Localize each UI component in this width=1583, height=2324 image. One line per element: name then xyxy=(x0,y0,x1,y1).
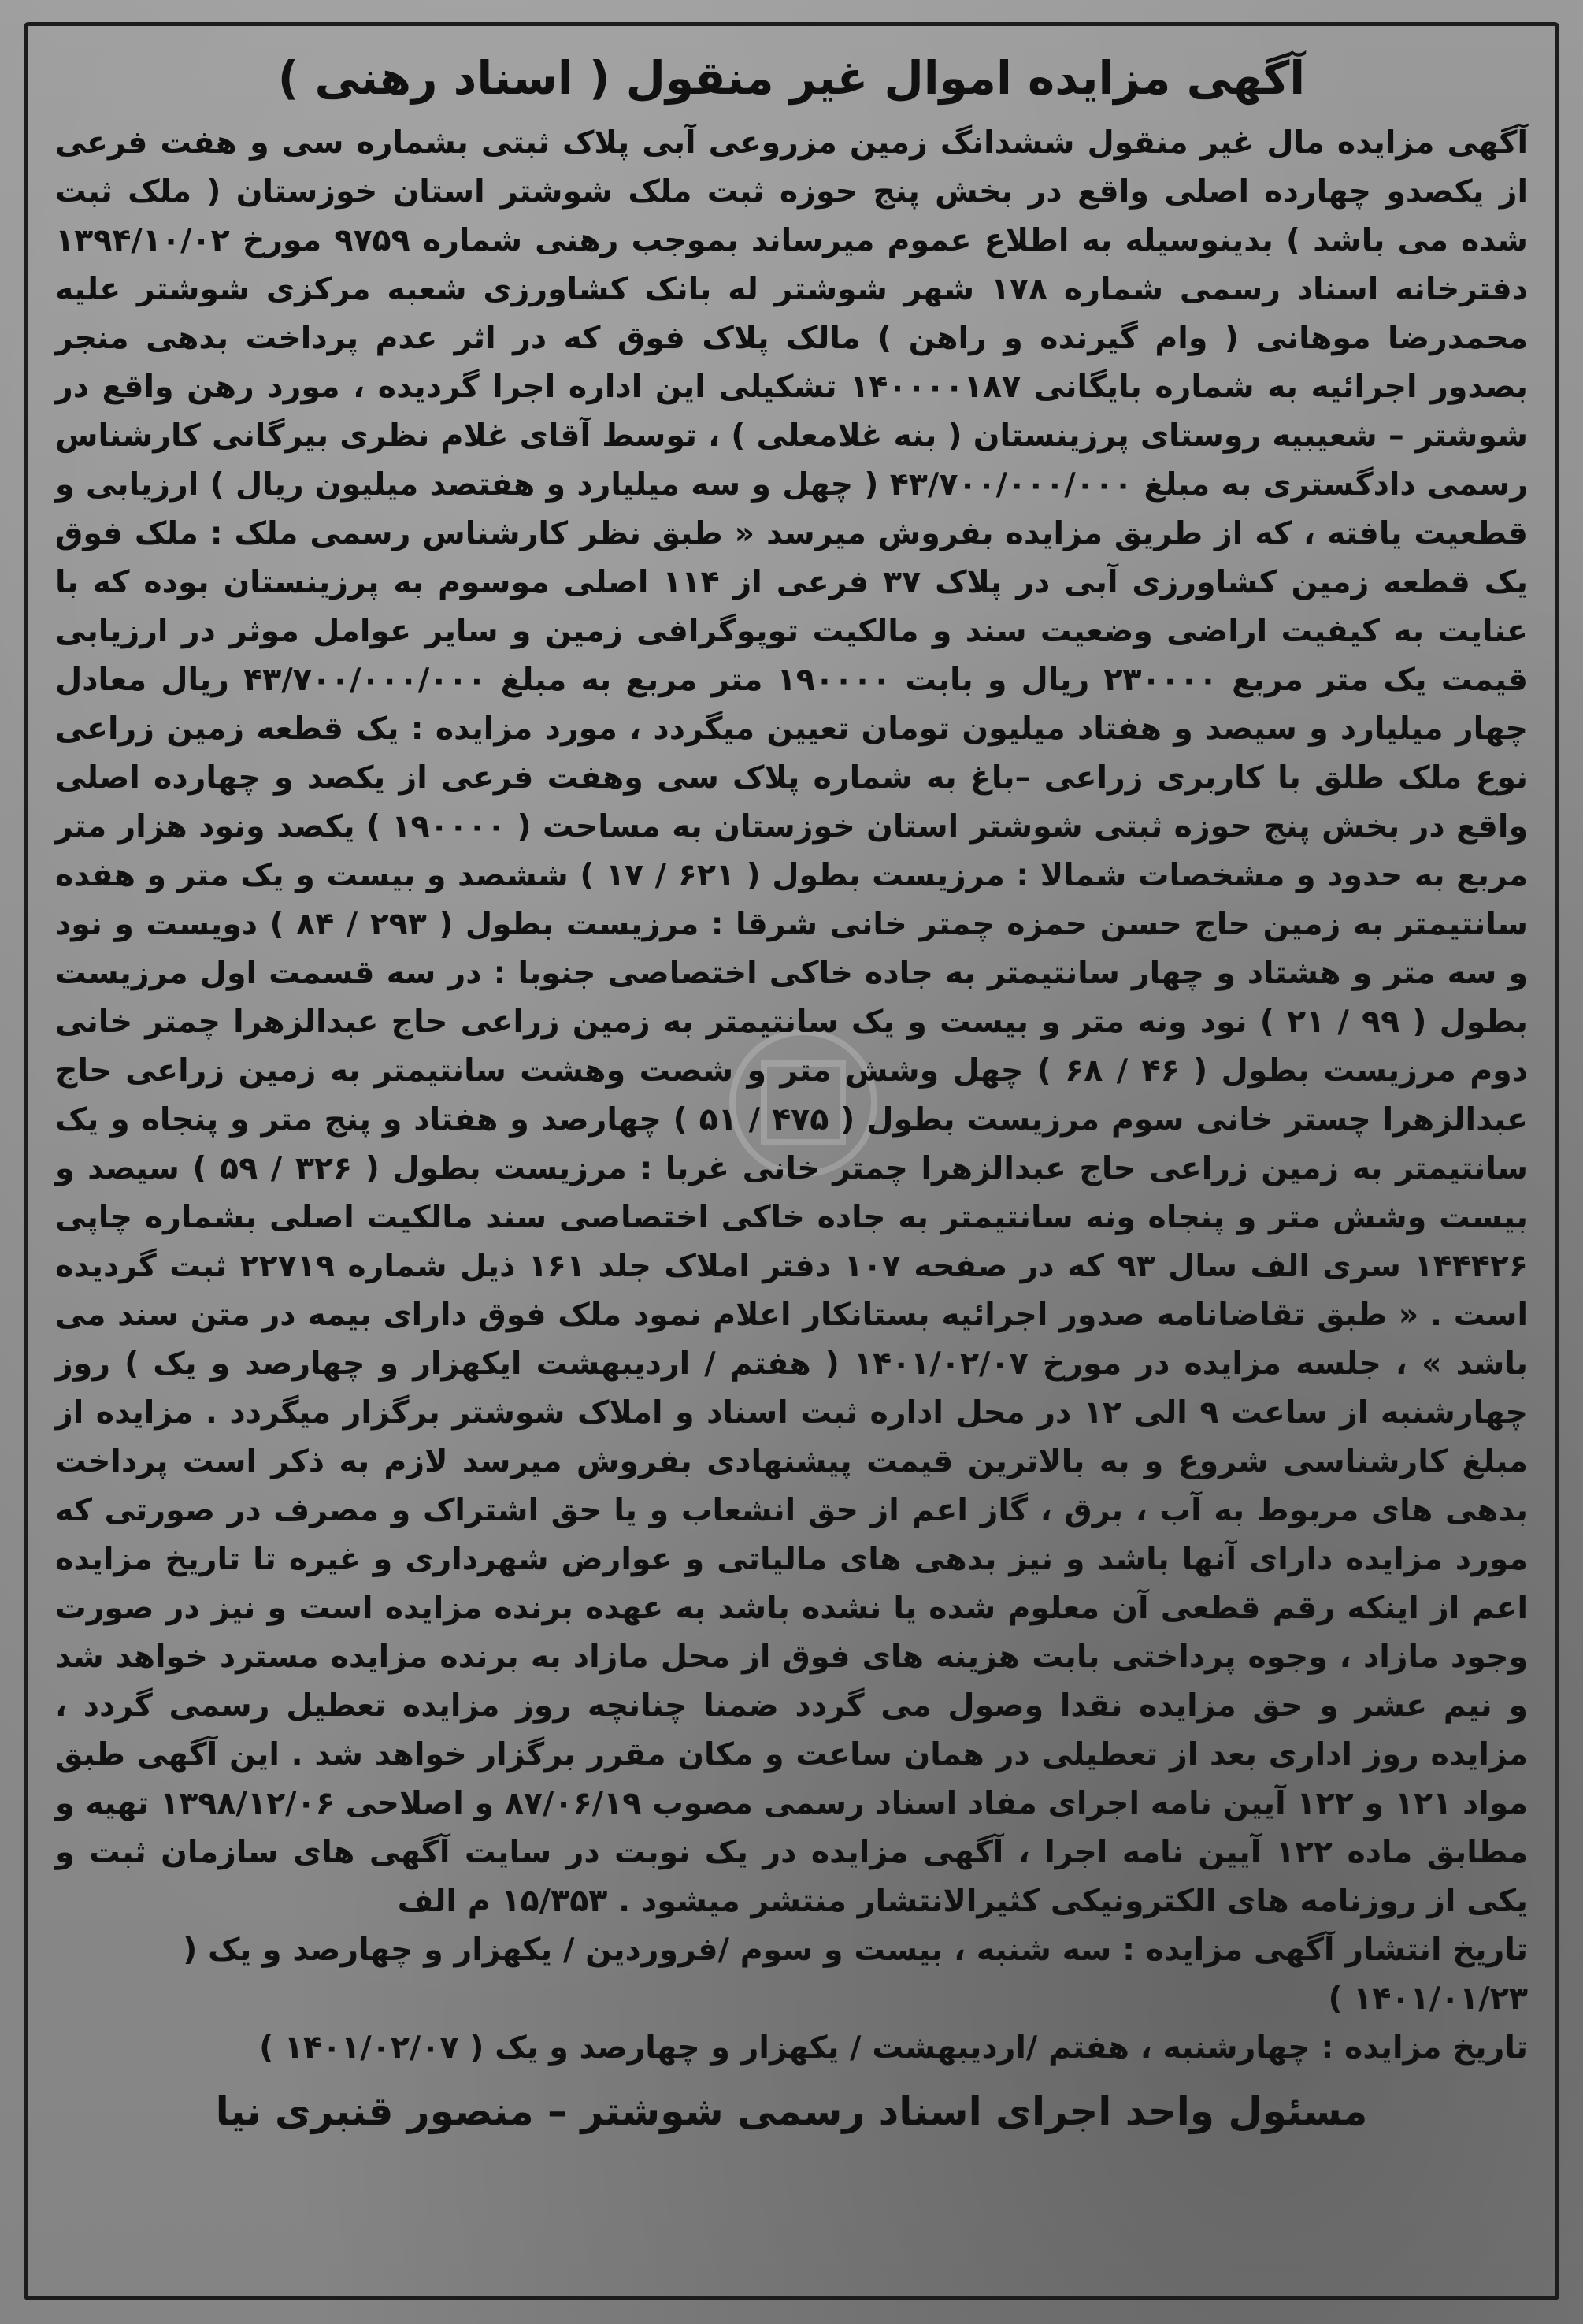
signature-line: مسئول واحد اجرای اسناد رسمی شوشتر – منصور قنبری نیا xyxy=(215,2088,1368,2135)
notice-title: آگهی مزایده اموال غیر منقول ( اسناد رهنی ) xyxy=(277,51,1306,105)
publish-date-line: تاریخ انتشار آگهی مزایده : سه شنبه ، بیست و سوم /فروردین / یکهزار و چهارصد و یک ( ۱۴۰۱/۰۱/۲۳ ) xyxy=(183,1932,1528,2018)
notice-content xyxy=(55,47,1528,2137)
notice-paragraph: آگهی مزایده مال غیر منقول ششدانگ زمین مزروعی آبی پلاک ثبتی بشماره سی و هفت فرعی از یکصدو چهارده اصلی واقع در بخش پنج حوزه ثبت ملک شوشتر استان خوزستان ( ملک ثبت شده می باشد ) بدینوسیله به اطلاع عموم میرساند بموجب رهنی شماره ۹۷۵۹ مورخ ۱۳۹۴/۱۰/۰۲ دفترخانه اسناد رسمی شماره ۱۷۸ شهر شوشتر له بانک کشاورزی شعبه مرکزی شوشتر علیه محمدرضا موهانی ( وام گیرنده و راهن ) مالک پلاک فوق که در اثر عدم پرداخت بدهی منجر بصدور اجرائیه به شماره بایگانی ۱۴۰۰۰۰۱۸۷ تشکیلی این اداره اجرا گردیده ، مورد رهن واقع در شوشتر – شعیبیه روستای پرزینستان ( بنه غلامعلی ) ، توسط آقای غلام نظری بیرگانی کارشناس رسمی دادگستری به مبلغ ۴۳/۷۰۰/۰۰۰/۰۰۰ ( چهل و سه میلیارد و هفتصد میلیون ریال ) ارزیابی و قطعیت یافته ، که از طریق مزایده بفروش میرسد « طبق نظر کارشناس رسمی ملک : ملک فوق یک قطعه زمین کشاورزی آبی در پلاک ۳۷ فرعی از ۱۱۴ اصلی موسوم به پرزینستان بوده که با عنایت به کیفیت اراضی وضعیت سند و مالکیت توپوگرافی زمین و سایر عوامل موثر در ارزیابی قیمت یک متر مربع ۲۳۰۰۰۰ ریال و بابت ۱۹۰۰۰۰ متر مربع به مبلغ ۴۳/۷۰۰/۰۰۰/۰۰۰ ریال معادل چهار میلیارد و سیصد و هفتاد میلیون تومان تعیین میگردد ، مورد مزایده : یک قطعه زمین زراعی نوع ملک طلق با کاربری زراعی –باغ به شماره پلاک سی وهفت فرعی از یکصد و چهارده اصلی واقع در بخش پنج حوزه ثبتی شوشتر استان خوزستان به مساحت ( ۱۹۰۰۰۰ ) یکصد ونود هزار متر مربع به حدود و مشخصات شمالا : مرزیست بطول ( ۶۲۱ / ۱۷ ) ششصد و بیست و یک متر و هفده سانتیمتر به زمین حاج حسن حمزه چمتر خانی شرقا : مرزیست بطول ( ۲۹۳ / ۸۴ ) دویست و نود و سه متر و هشتاد و چهار سانتیمتر به جاده خاکی اختصاصی جنوبا : در سه قسمت اول مرزیست بطول ( ۹۹ / ۲۱ ) نود ونه متر و بیست و یک سانتیمتر به زمین زراعی حاج عبدالزهرا چمتر خانی دوم مرزیست بطول ( ۴۶ / ۶۸ ) چهل وشش متر و شصت وهشت سانتیمتر به زمین زراعی حاج عبدالزهرا چستر خانی سوم مرزیست بطول ( ۴۷۵ / ۵۱ ) چهارصد و هفتاد و پنج متر و پنجاه و یک سانتیمتر به زمین زراعی حاج عبدالزهرا چمتر خانی غربا : مرزیست بطول ( ۳۲۶ / ۵۹ ) سیصد و بیست وشش متر و پنجاه ونه سانتیمتر به جاده خاکی اختصاصی سند مالکیت اصلی بشماره چاپی ۱۴۴۴۲۶ سری الف سال ۹۳ که در صفحه ۱۰۷ دفتر املاک جلد ۱۶۱ ذیل شماره ۲۲۷۱۹ ثبت گردیده است . « طبق تقاضانامه صدور اجرائیه بستانکار اعلام نمود ملک فوق دارای بیمه در متن سند می باشد » ، جلسه مزایده در مورخ ۱۴۰۱/۰۲/۰۷ ( هفتم / اردیبهشت ایکهزار و چهارصد و یک ) روز چهارشنبه از ساعت ۹ الی ۱۲ در محل اداره ثبت اسناد و املاک شوشتر برگزار میگردد . مزایده از مبلغ کارشناسی شروع و به بالاترین قیمت پیشنهادی بفروش میرسد لازم به ذکر است پرداخت بدهی های مربوط به آب ، برق ، گاز اعم از حق انشعاب و یا حق اشتراک و مصرف در صورتی که مورد مزایده دارای آنها باشد و نیز بدهی های مالیاتی و عوارض شهرداری و غیره تا تاریخ مزایده اعم از اینکه رقم قطعی آن معلوم شده یا نشده باشد به عهده برنده مزایده است و نیز در صورت وجود مازاد ، وجوه پرداختی بابت هزینه های فوق از محل مازاد به برنده مزایده مسترد خواهد شد و نیم عشر و حق مزایده نقدا وصول می گردد ضمنا چنانچه روز مزایده تعطیل رسمی گردد ، مزایده روز اداری بعد از تعطیلی در همان ساعت و مکان مقرر برگزار خواهد شد . این آگهی طبق مواد ۱۲۱ و ۱۲۲ آیین نامه اجرای مفاد اسناد رسمی مصوب ۸۷/۰۶/۱۹ و اصلاحی ۱۳۹۸/۱۲/۰۶ تهیه و مطابق ماده ۱۲۲ آیین نامه اجرا ، آگهی مزایده در یک نوبت در سایت آگهی های سازمان ثبت و یکی از روزنامه های الکترونیکی کثیرالانتشار منتشر میشود . ۱۵/۳۵۳ م الف xyxy=(55,124,1529,1920)
auction-date-line: تاریخ مزایده : چهارشنبه ، هفتم /اردیبهشت / یکهزار و چهارصد و یک ( ۱۴۰۱/۰۲/۰۷ ) xyxy=(259,2029,1528,2066)
notice-body xyxy=(55,118,1528,1925)
